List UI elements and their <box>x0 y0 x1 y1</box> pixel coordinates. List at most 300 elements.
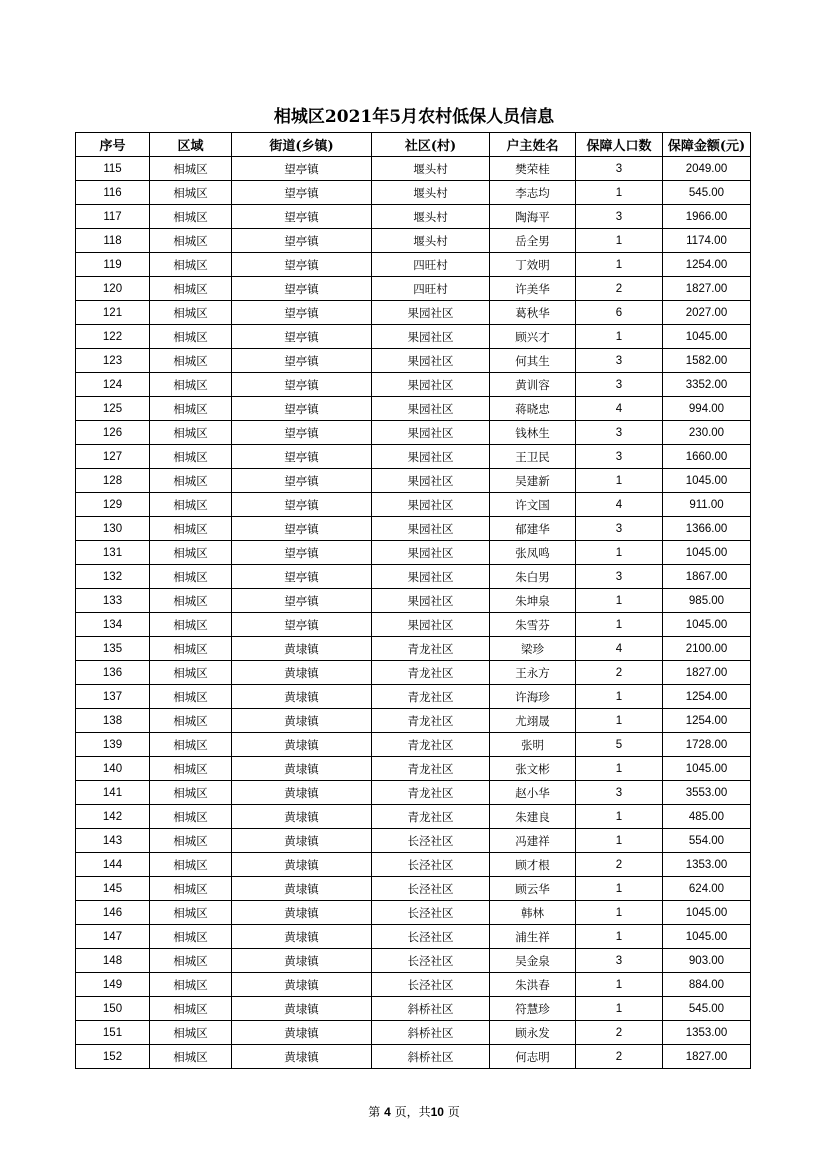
table-row <box>76 181 751 205</box>
table-row <box>76 469 751 493</box>
community-header: 社区(村) <box>372 133 490 157</box>
street-cell: 望亭镇 <box>232 349 372 373</box>
community-cell: 果园社区 <box>372 469 490 493</box>
householder-cell: 朱坤泉 <box>490 589 576 613</box>
table-row <box>76 277 751 301</box>
amount-cell: 985.00 <box>663 589 751 613</box>
table-row <box>76 301 751 325</box>
amount-cell: 1254.00 <box>663 253 751 277</box>
serial-cell: 118 <box>76 229 150 253</box>
householder-cell: 许文国 <box>490 493 576 517</box>
householder-header: 户主姓名 <box>490 133 576 157</box>
householder-cell: 李志均 <box>490 181 576 205</box>
population-cell: 5 <box>576 733 663 757</box>
street-cell: 望亭镇 <box>232 325 372 349</box>
population-cell: 2 <box>576 853 663 877</box>
population-cell: 1 <box>576 997 663 1021</box>
amount-cell: 1045.00 <box>663 613 751 637</box>
table-row <box>76 421 751 445</box>
householder-cell: 朱白男 <box>490 565 576 589</box>
amount-cell: 911.00 <box>663 493 751 517</box>
table-row <box>76 565 751 589</box>
community-cell: 长泾社区 <box>372 901 490 925</box>
region-cell: 相城区 <box>150 229 232 253</box>
serial-cell: 116 <box>76 181 150 205</box>
serial-cell: 132 <box>76 565 150 589</box>
serial-cell: 127 <box>76 445 150 469</box>
population-cell: 2 <box>576 1021 663 1045</box>
community-cell: 斜桥社区 <box>372 1021 490 1045</box>
community-cell: 果园社区 <box>372 517 490 541</box>
population-cell: 3 <box>576 565 663 589</box>
householder-cell: 顾云华 <box>490 877 576 901</box>
amount-cell: 1366.00 <box>663 517 751 541</box>
serial-cell: 144 <box>76 853 150 877</box>
community-cell: 果园社区 <box>372 541 490 565</box>
serial-cell: 124 <box>76 373 150 397</box>
region-cell: 相城区 <box>150 325 232 349</box>
householder-cell: 黄训容 <box>490 373 576 397</box>
population-cell: 4 <box>576 493 663 517</box>
serial-cell: 128 <box>76 469 150 493</box>
householder-cell: 陶海平 <box>490 205 576 229</box>
amount-header: 保障金额(元) <box>663 133 751 157</box>
region-cell: 相城区 <box>150 445 232 469</box>
population-cell: 1 <box>576 757 663 781</box>
community-cell: 果园社区 <box>372 373 490 397</box>
community-cell: 四旺村 <box>372 253 490 277</box>
amount-cell: 2027.00 <box>663 301 751 325</box>
population-cell: 1 <box>576 877 663 901</box>
serial-cell: 131 <box>76 541 150 565</box>
serial-cell: 120 <box>76 277 150 301</box>
street-cell: 黄埭镇 <box>232 1021 372 1045</box>
population-cell: 2 <box>576 277 663 301</box>
population-cell: 4 <box>576 637 663 661</box>
serial-cell: 123 <box>76 349 150 373</box>
footer-prefix: 第 <box>368 1105 385 1119</box>
householder-cell: 朱雪芬 <box>490 613 576 637</box>
population-cell: 1 <box>576 181 663 205</box>
street-cell: 望亭镇 <box>232 565 372 589</box>
community-cell: 长泾社区 <box>372 853 490 877</box>
street-cell: 黄埭镇 <box>232 901 372 925</box>
serial-cell: 117 <box>76 205 150 229</box>
amount-cell: 1045.00 <box>663 757 751 781</box>
region-cell: 相城区 <box>150 613 232 637</box>
population-cell: 1 <box>576 229 663 253</box>
population-cell: 3 <box>576 373 663 397</box>
amount-cell: 624.00 <box>663 877 751 901</box>
householder-cell: 许美华 <box>490 277 576 301</box>
amount-cell: 3553.00 <box>663 781 751 805</box>
region-cell: 相城区 <box>150 901 232 925</box>
table-row <box>76 445 751 469</box>
householder-cell: 浦生祥 <box>490 925 576 949</box>
serial-cell: 136 <box>76 661 150 685</box>
householder-cell: 符慧珍 <box>490 997 576 1021</box>
amount-cell: 2049.00 <box>663 157 751 181</box>
community-cell: 果园社区 <box>372 421 490 445</box>
region-cell: 相城区 <box>150 853 232 877</box>
table-row <box>76 781 751 805</box>
community-cell: 长泾社区 <box>372 877 490 901</box>
population-cell: 3 <box>576 445 663 469</box>
region-cell: 相城区 <box>150 637 232 661</box>
street-cell: 黄埭镇 <box>232 757 372 781</box>
serial-cell: 119 <box>76 253 150 277</box>
footer-page-number: 4 <box>384 1105 391 1119</box>
table-row <box>76 397 751 421</box>
householder-cell: 钱林生 <box>490 421 576 445</box>
table-row <box>76 661 751 685</box>
householder-cell: 蒋晓忠 <box>490 397 576 421</box>
page-title: 相城区2021年5月农村低保人员信息 <box>273 107 555 127</box>
street-cell: 黄埭镇 <box>232 853 372 877</box>
street-cell: 望亭镇 <box>232 157 372 181</box>
street-cell: 黄埭镇 <box>232 997 372 1021</box>
serial-cell: 149 <box>76 973 150 997</box>
householder-cell: 顾兴才 <box>490 325 576 349</box>
region-cell: 相城区 <box>150 253 232 277</box>
table-header-row <box>76 133 751 157</box>
table-row <box>76 709 751 733</box>
region-cell: 相城区 <box>150 1045 232 1069</box>
population-cell: 1 <box>576 925 663 949</box>
region-cell: 相城区 <box>150 805 232 829</box>
region-cell: 相城区 <box>150 781 232 805</box>
serial-cell: 146 <box>76 901 150 925</box>
community-cell: 果园社区 <box>372 589 490 613</box>
region-cell: 相城区 <box>150 733 232 757</box>
serial-cell: 152 <box>76 1045 150 1069</box>
region-cell: 相城区 <box>150 469 232 493</box>
amount-cell: 903.00 <box>663 949 751 973</box>
street-cell: 望亭镇 <box>232 373 372 397</box>
street-cell: 黄埭镇 <box>232 973 372 997</box>
serial-cell: 142 <box>76 805 150 829</box>
region-cell: 相城区 <box>150 373 232 397</box>
table-row <box>76 829 751 853</box>
community-cell: 青龙社区 <box>372 733 490 757</box>
street-cell: 黄埭镇 <box>232 661 372 685</box>
serial-cell: 147 <box>76 925 150 949</box>
serial-cell: 121 <box>76 301 150 325</box>
amount-cell: 1867.00 <box>663 565 751 589</box>
table-row <box>76 733 751 757</box>
amount-cell: 1254.00 <box>663 709 751 733</box>
community-cell: 长泾社区 <box>372 949 490 973</box>
region-cell: 相城区 <box>150 1021 232 1045</box>
street-cell: 望亭镇 <box>232 301 372 325</box>
community-cell: 四旺村 <box>372 277 490 301</box>
street-cell: 黄埭镇 <box>232 877 372 901</box>
amount-cell: 1353.00 <box>663 853 751 877</box>
region-cell: 相城区 <box>150 541 232 565</box>
table-row <box>76 373 751 397</box>
community-cell: 果园社区 <box>372 301 490 325</box>
table-row <box>76 613 751 637</box>
table-row <box>76 493 751 517</box>
street-cell: 黄埭镇 <box>232 733 372 757</box>
amount-cell: 554.00 <box>663 829 751 853</box>
serial-cell: 125 <box>76 397 150 421</box>
community-cell: 斜桥社区 <box>372 1045 490 1069</box>
population-cell: 1 <box>576 325 663 349</box>
community-cell: 堰头村 <box>372 229 490 253</box>
householder-cell: 岳全男 <box>490 229 576 253</box>
population-cell: 1 <box>576 829 663 853</box>
population-cell: 1 <box>576 589 663 613</box>
community-cell: 果园社区 <box>372 325 490 349</box>
householder-cell: 顾才根 <box>490 853 576 877</box>
table-row <box>76 949 751 973</box>
street-cell: 望亭镇 <box>232 517 372 541</box>
serial-cell: 126 <box>76 421 150 445</box>
population-cell: 6 <box>576 301 663 325</box>
householder-cell: 郁建华 <box>490 517 576 541</box>
householder-cell: 尤翊晟 <box>490 709 576 733</box>
amount-cell: 1827.00 <box>663 1045 751 1069</box>
serial-cell: 135 <box>76 637 150 661</box>
street-cell: 望亭镇 <box>232 229 372 253</box>
community-cell: 青龙社区 <box>372 685 490 709</box>
table-row <box>76 349 751 373</box>
street-cell: 望亭镇 <box>232 541 372 565</box>
region-cell: 相城区 <box>150 949 232 973</box>
householder-cell: 赵小华 <box>490 781 576 805</box>
serial-cell: 137 <box>76 685 150 709</box>
householder-cell: 王卫民 <box>490 445 576 469</box>
population-cell: 1 <box>576 709 663 733</box>
community-cell: 长泾社区 <box>372 925 490 949</box>
amount-cell: 1582.00 <box>663 349 751 373</box>
table-row <box>76 997 751 1021</box>
region-cell: 相城区 <box>150 973 232 997</box>
region-cell: 相城区 <box>150 301 232 325</box>
serial-cell: 151 <box>76 1021 150 1045</box>
street-cell: 望亭镇 <box>232 205 372 229</box>
serial-cell: 150 <box>76 997 150 1021</box>
table-row <box>76 685 751 709</box>
population-cell: 4 <box>576 397 663 421</box>
amount-cell: 1827.00 <box>663 661 751 685</box>
householder-cell: 王永方 <box>490 661 576 685</box>
householder-cell: 梁珍 <box>490 637 576 661</box>
householder-cell: 朱洪春 <box>490 973 576 997</box>
community-cell: 青龙社区 <box>372 757 490 781</box>
amount-cell: 994.00 <box>663 397 751 421</box>
amount-cell: 1827.00 <box>663 277 751 301</box>
serial-cell: 148 <box>76 949 150 973</box>
street-cell: 黄埭镇 <box>232 781 372 805</box>
community-cell: 堰头村 <box>372 157 490 181</box>
footer-total-pages: 10 <box>430 1105 444 1119</box>
street-cell: 黄埭镇 <box>232 685 372 709</box>
region-cell: 相城区 <box>150 565 232 589</box>
community-cell: 青龙社区 <box>372 637 490 661</box>
region-cell: 相城区 <box>150 757 232 781</box>
population-cell: 1 <box>576 253 663 277</box>
street-cell: 黄埭镇 <box>232 949 372 973</box>
street-cell: 黄埭镇 <box>232 925 372 949</box>
population-cell: 3 <box>576 421 663 445</box>
amount-cell: 485.00 <box>663 805 751 829</box>
amount-cell: 1353.00 <box>663 1021 751 1045</box>
street-cell: 望亭镇 <box>232 277 372 301</box>
householder-cell: 朱建良 <box>490 805 576 829</box>
householder-cell: 张文彬 <box>490 757 576 781</box>
data-table <box>75 132 751 1069</box>
householder-cell: 张明 <box>490 733 576 757</box>
table-row <box>76 757 751 781</box>
table-row <box>76 325 751 349</box>
amount-cell: 3352.00 <box>663 373 751 397</box>
table-row <box>76 253 751 277</box>
region-cell: 相城区 <box>150 685 232 709</box>
amount-cell: 1254.00 <box>663 685 751 709</box>
street-cell: 望亭镇 <box>232 493 372 517</box>
region-cell: 相城区 <box>150 277 232 301</box>
amount-cell: 1045.00 <box>663 325 751 349</box>
householder-cell: 何志明 <box>490 1045 576 1069</box>
population-cell: 2 <box>576 661 663 685</box>
community-cell: 斜桥社区 <box>372 997 490 1021</box>
householder-cell: 许海珍 <box>490 685 576 709</box>
footer-suffix: 页 <box>443 1105 460 1119</box>
amount-cell: 1045.00 <box>663 469 751 493</box>
table-row <box>76 901 751 925</box>
householder-cell: 吴建新 <box>490 469 576 493</box>
population-cell: 3 <box>576 517 663 541</box>
serial-cell: 122 <box>76 325 150 349</box>
householder-cell: 丁效明 <box>490 253 576 277</box>
region-cell: 相城区 <box>150 517 232 541</box>
table-row <box>76 1045 751 1069</box>
table-row <box>76 541 751 565</box>
region-cell: 相城区 <box>150 661 232 685</box>
street-cell: 望亭镇 <box>232 181 372 205</box>
population-cell: 2 <box>576 1045 663 1069</box>
householder-cell: 葛秋华 <box>490 301 576 325</box>
street-cell: 望亭镇 <box>232 253 372 277</box>
serial-cell: 129 <box>76 493 150 517</box>
householder-cell: 何其生 <box>490 349 576 373</box>
serial-cell: 143 <box>76 829 150 853</box>
region-cell: 相城区 <box>150 493 232 517</box>
population-cell: 3 <box>576 781 663 805</box>
amount-cell: 2100.00 <box>663 637 751 661</box>
table-row <box>76 157 751 181</box>
table-row <box>76 1021 751 1045</box>
table-row <box>76 517 751 541</box>
population-cell: 1 <box>576 805 663 829</box>
householder-cell: 樊荣桂 <box>490 157 576 181</box>
region-cell: 相城区 <box>150 397 232 421</box>
street-cell: 黄埭镇 <box>232 829 372 853</box>
table-row <box>76 973 751 997</box>
householder-cell: 吴金泉 <box>490 949 576 973</box>
region-cell: 相城区 <box>150 157 232 181</box>
community-cell: 果园社区 <box>372 613 490 637</box>
table-row <box>76 589 751 613</box>
street-cell: 黄埭镇 <box>232 805 372 829</box>
community-cell: 果园社区 <box>372 397 490 421</box>
table-row <box>76 805 751 829</box>
amount-cell: 1045.00 <box>663 925 751 949</box>
community-cell: 堰头村 <box>372 205 490 229</box>
footer-middle: 页，共 <box>390 1105 431 1119</box>
amount-cell: 545.00 <box>663 997 751 1021</box>
street-cell: 黄埭镇 <box>232 1045 372 1069</box>
street-cell: 望亭镇 <box>232 613 372 637</box>
amount-cell: 1045.00 <box>663 541 751 565</box>
region-cell: 相城区 <box>150 709 232 733</box>
serial-cell: 139 <box>76 733 150 757</box>
population-cell: 1 <box>576 613 663 637</box>
street-header: 街道(乡镇) <box>232 133 372 157</box>
street-cell: 望亭镇 <box>232 397 372 421</box>
region-header: 区域 <box>150 133 232 157</box>
population-cell: 3 <box>576 349 663 373</box>
serial-cell: 145 <box>76 877 150 901</box>
region-cell: 相城区 <box>150 589 232 613</box>
region-cell: 相城区 <box>150 997 232 1021</box>
region-cell: 相城区 <box>150 205 232 229</box>
population-cell: 1 <box>576 901 663 925</box>
community-cell: 长泾社区 <box>372 829 490 853</box>
householder-cell: 张凤鸣 <box>490 541 576 565</box>
table-row <box>76 205 751 229</box>
table-row <box>76 637 751 661</box>
amount-cell: 230.00 <box>663 421 751 445</box>
region-cell: 相城区 <box>150 925 232 949</box>
population-cell: 1 <box>576 973 663 997</box>
table-row <box>76 925 751 949</box>
street-cell: 望亭镇 <box>232 445 372 469</box>
street-cell: 望亭镇 <box>232 421 372 445</box>
street-cell: 黄埭镇 <box>232 709 372 733</box>
table-row <box>76 877 751 901</box>
community-cell: 长泾社区 <box>372 973 490 997</box>
amount-cell: 545.00 <box>663 181 751 205</box>
serial-cell: 138 <box>76 709 150 733</box>
householder-cell: 冯建祥 <box>490 829 576 853</box>
population-cell: 3 <box>576 949 663 973</box>
table-row <box>76 853 751 877</box>
serial-header: 序号 <box>76 133 150 157</box>
serial-cell: 115 <box>76 157 150 181</box>
serial-cell: 141 <box>76 781 150 805</box>
community-cell: 果园社区 <box>372 445 490 469</box>
serial-cell: 134 <box>76 613 150 637</box>
amount-cell: 1728.00 <box>663 733 751 757</box>
region-cell: 相城区 <box>150 349 232 373</box>
street-cell: 望亭镇 <box>232 589 372 613</box>
population-cell: 3 <box>576 157 663 181</box>
community-cell: 青龙社区 <box>372 781 490 805</box>
amount-cell: 1660.00 <box>663 445 751 469</box>
serial-cell: 140 <box>76 757 150 781</box>
population-header: 保障人口数 <box>576 133 663 157</box>
region-cell: 相城区 <box>150 877 232 901</box>
table-body <box>76 157 751 1069</box>
population-cell: 1 <box>576 541 663 565</box>
population-cell: 3 <box>576 205 663 229</box>
serial-cell: 133 <box>76 589 150 613</box>
community-cell: 青龙社区 <box>372 661 490 685</box>
amount-cell: 1966.00 <box>663 205 751 229</box>
